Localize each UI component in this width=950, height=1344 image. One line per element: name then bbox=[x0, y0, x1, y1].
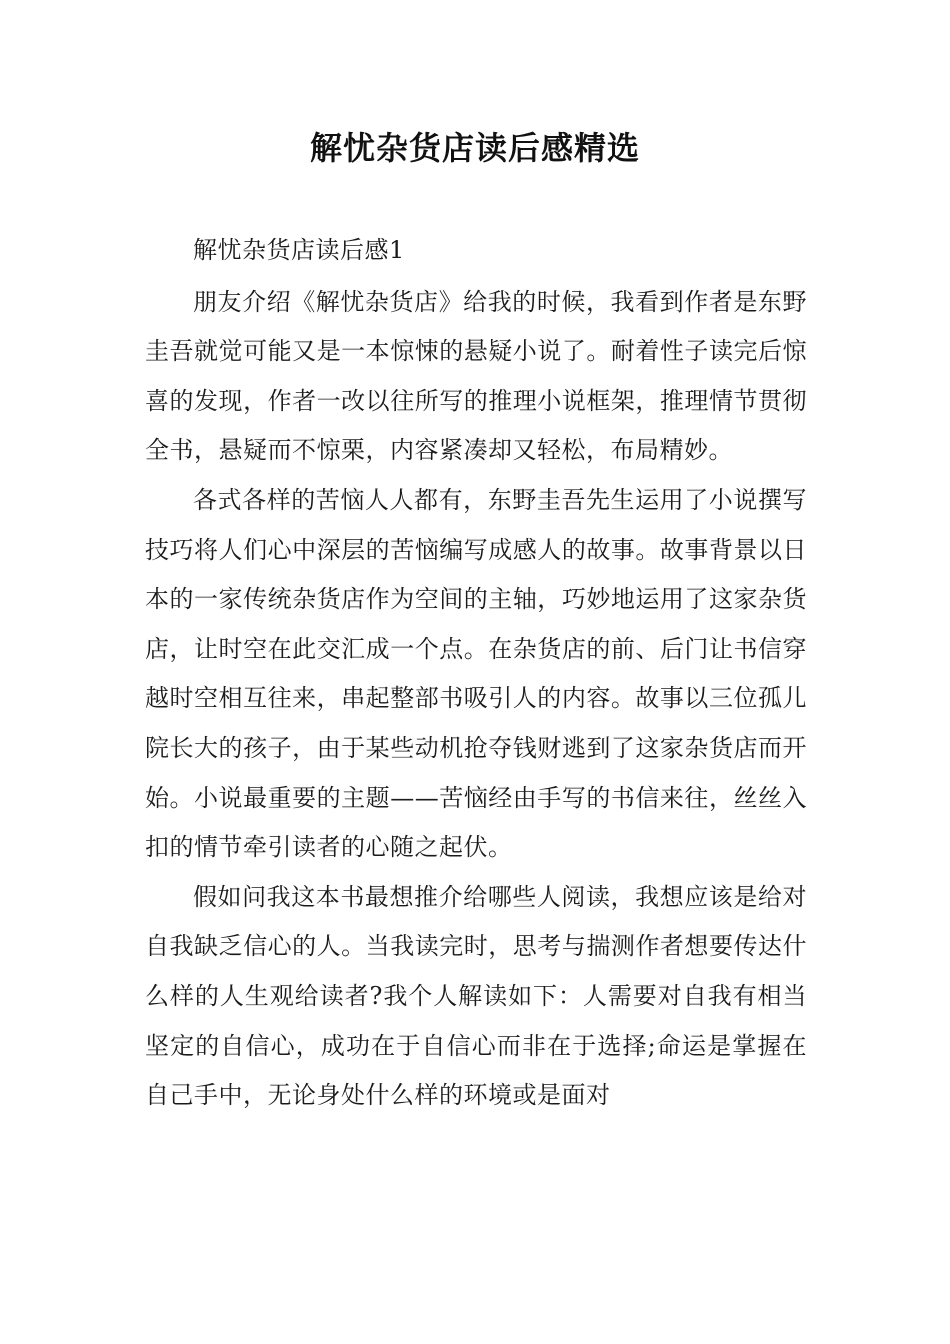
document-body bbox=[145, 226, 807, 1121]
paragraph-3: 假如问我这本书最想推介给哪些人阅读，我想应该是给对自我缺乏信心的人。当我读完时，思考与揣测作者想要传达什么样的人生观给读者?我个人解读如下：人需要对自我有相当坚定的自信心，成功在于自信心而非在于选择;命运是掌握在自己手中，无论身处什么样的环境或是面对 bbox=[145, 882, 807, 1110]
paragraph-1: 朋友介绍《解忧杂货店》给我的时候，我看到作者是东野圭吾就觉可能又是一本惊悚的悬疑小说了。耐着性子读完后惊喜的发现，作者一改以往所写的推理小说框架，推理情节贯彻全书，悬疑而不惊栗，内容紧凑却又轻松，布局精妙。 bbox=[145, 287, 807, 465]
section-heading: 解忧杂货店读后感1 bbox=[193, 236, 405, 264]
paragraph-2: 各式各样的苦恼人人都有，东野圭吾先生运用了小说撰写技巧将人们心中深层的苦恼编写成感人的故事。故事背景以日本的一家传统杂货店作为空间的主轴，巧妙地运用了这家杂货店，让时空在此交汇成一个点。在杂货店的前、后门让书信穿越时空相互往来，串起整部书吸引人的内容。故事以三位孤儿院长大的孩子，由于某些动机抢夺钱财逃到了这家杂货店而开始。小说最重要的主题——苦恼经由手写的书信来往，丝丝入扣的情节牵引读者的心随之起伏。 bbox=[145, 485, 807, 862]
page-title: 解忧杂货店读后感精选 bbox=[309, 129, 640, 167]
